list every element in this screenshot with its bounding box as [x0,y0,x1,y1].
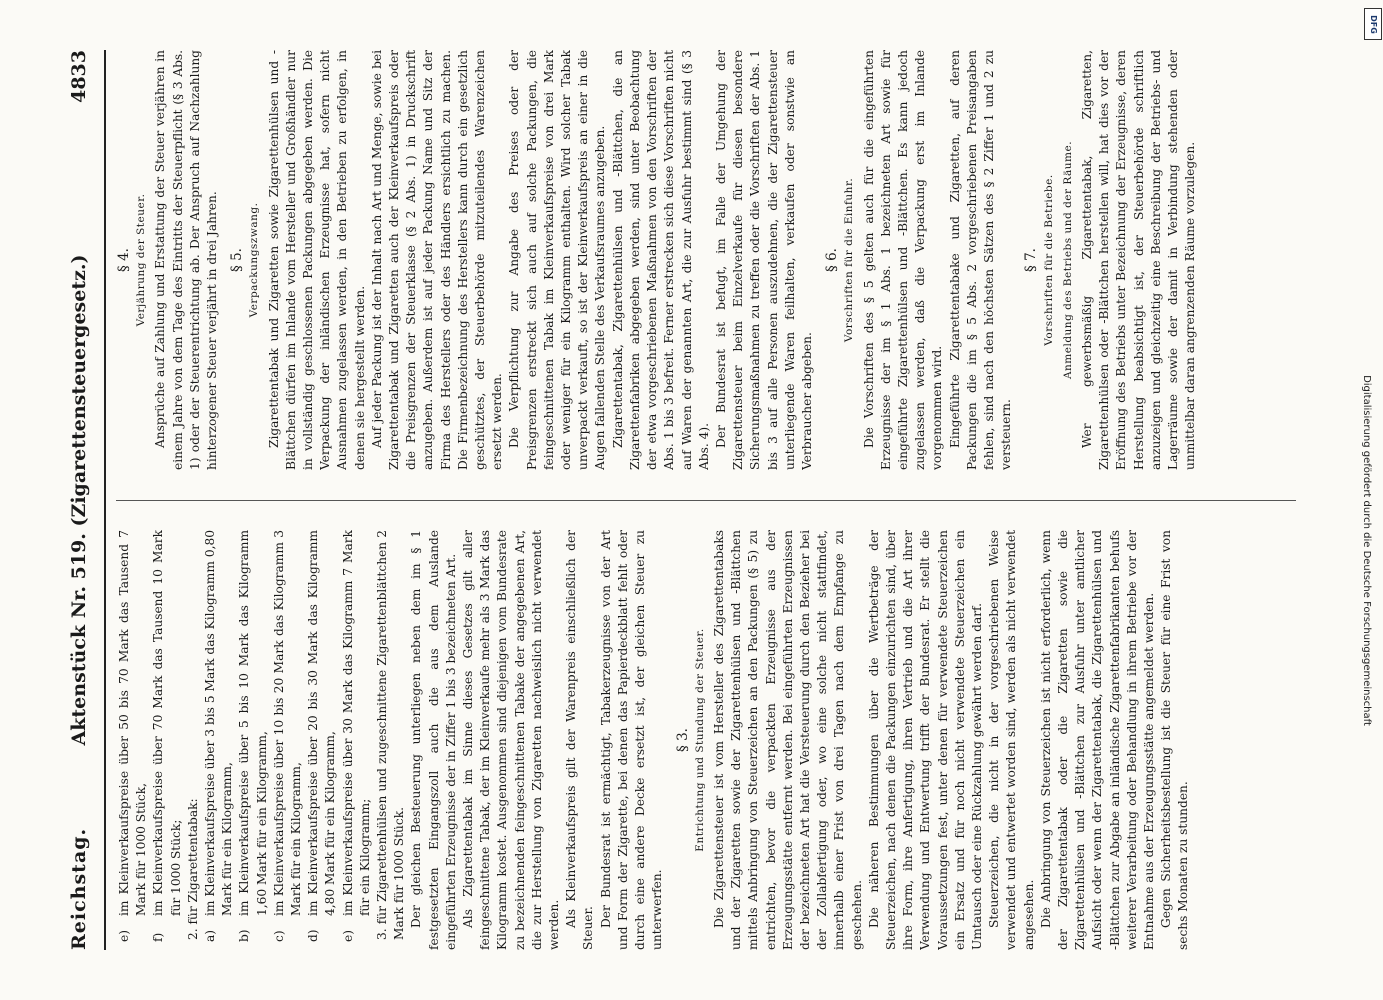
item-3: 3. für Zigarettenhülsen und zugeschnittene Zigarettenblättchen 2 Mark für 1000 Stück. [375,530,407,940]
header-title: Aktenstück Nr. 519. (Zigarettensteuergesetz.) [68,254,90,746]
paragraph: Die Anbringung von Steuerzeichen ist nicht erforderlich, wenn der Zigarettentabak oder die Zigaretten sowie die Zigarettenhülsen und -Blättchen zur Ausfuhr unter amtlicher Aufsicht oder wenn der Zigarettentabak, die Zigarettenhülsen und -Blättchen zur Abgabe an inländische Zigarettenfabrikanten behufs weiterer Verarbeitung oder Behandlung in ihrem Betriebe vor der Entnahme aus der Erzeugungsstätte angemeldet werden. [1038,530,1156,950]
section-3-title: § 3. [674,728,691,752]
tabak-item-d: d) im Kleinverkaufspreise über 20 bis 30 Mark das Kilogramm 4,80 Mark für ein Kilogramm, [306,530,338,942]
section-4-title: § 4. [116,248,132,272]
paragraph: Als Zigarettentabak im Sinne dieses Gesetzes gilt aller feingeschnittene Tabak, der im Kleinverkaufe mehr als 3 Mark das Kilogramm kostet. Ausgenommen sind diejenigen vom Bundesrate zu bezeichnenden feingeschnittenen Tabake der angegebenen Art, die zur Herstellung von Zigaretten nachweislich nicht verwendet werden. [461,530,562,950]
rate-item-e: e) im Kleinverkaufspreise über 50 bis 70 Mark das Tausend 7 Mark für 1000 Stück, [117,530,149,942]
paragraph: Die Verpflichtung zur Angabe des Preises oder der Preisgrenzen erstreckt sich auch auf solche Packungen, die feingeschnittenen Tabak im Kleinverkaufspreise von drei Mark oder weniger für ein Kilogramm enthalten. Wird solcher Tabak unverpackt verkauft, so ist der Kleinverkaufspreis an einer in die Augen fallenden Stelle des Verkaufsraumes anzugeben. [507,50,608,470]
paragraph: Zigarettentabak, Zigarettenhülsen und -Blättchen, die an Zigarettenfabriken abgegeben werden, sind unter Beobachtung der etwa vorgeschriebenen Maßnahmen von den Vorschriften der Abs. 1 bis 3 befreit. Ferner erstrecken sich diese Vorschriften nicht auf Waren der genannten Art, die zur Ausfuhr bestimmt sind (§ 3 Abs. 4). [610,50,711,470]
paragraph: Eingeführte Zigarettentabake und Zigaretten, auf deren Packungen die im § 5 Abs. 2 vorgeschriebenen Preisangaben fehlen, sind nach den höchsten Sätzen des § 2 Ziffer 1 und 2 zu versteuern. [947,50,1014,470]
paragraph: Steuerzeichen, die nicht in der vorgeschriebenen Weise verwendet und entwertet worden sind, werden als nicht verwendet angesehen. [987,530,1036,950]
section-5-title: § 5. [229,248,246,272]
page-number: 4833 [68,50,90,103]
section-6-subtitle: Vorschriften für die Einfuhr. [843,177,856,343]
paragraph: Die Zigarettensteuer ist vom Hersteller des Zigarettentabaks und der Zigaretten sowie der Zigarettenhülsen und -Blättchen mittels Anbringung von Steuerzeichen an den Packungen (§ 5) zu entrichten, bevor die verpackten Erzeugnisse aus der Erzeugungsstätte entfernt werden. Bei eingeführten Erzeugnissen der bezeichneten Art hat die Versteuerung durch den Bezieher bei der Zollabfertigung oder, wo eine solche nicht stattfindet, innerhalb einer Frist von drei Tagen nach dem Empfange zu geschehen. [711,530,864,950]
left-column [116,530,1316,950]
section-3-subtitle: Entrichtung und Stundung der Steuer. [693,628,706,852]
paragraph: Gegen Sicherheitsbestellung ist die Steuer für eine Frist von sechs Monaten zu stunden. [1159,530,1191,950]
document-page [60,50,1340,950]
page-header [60,50,104,950]
paragraph: Ansprüche auf Zahlung und Erstattung der Steuer verjähren in einem Jahre von dem Tage des Eintritts der Steuerpflicht (§ 3 Abs. 1) oder der Steuerentrichtung ab. Der Anspruch auf Nachzahlung hinterzogener Steuer verjährt in drei Jahren. [153,50,220,470]
section-5-subtitle: Verpackungszwang. [248,202,261,318]
paragraph: Der Bundesrat ist ermächtigt, Tabakerzeugnisse von der Art und Form der Zigarette, bei denen das Papierdeckblatt fehlt oder durch eine andere Decke ersetzt ist, der gleichen Steuer zu unterwerfen. [598,530,665,950]
paragraph: Die näheren Bestimmungen über die Wertbeträge der Steuerzeichen, nach denen die Packungen einzurichten sind, über ihre Form, ihre Anfertigung, ihren Vertrieb und die Art ihrer Verwendung und Entwertung trifft der Bundesrat. Er stellt die Voraussetzungen fest, unter denen für verwendete Steuerzeichen ein Ersatz und für noch nicht verwendete Steuerzeichen ein Umtausch oder eine Rückzahlung gewährt werden darf. [866,530,984,950]
section-6-title: § 6. [824,248,841,272]
section-7-subtitle: Vorschriften für die Betriebe. [1042,174,1055,346]
tabak-item-e: e) im Kleinverkaufspreise über 30 Mark das Kilogramm 7 Mark für ein Kilogramm; [340,530,372,942]
right-column [116,50,1316,470]
paragraph: Die Vorschriften des § 5 gelten auch für die eingeführten Erzeugnisse der im § 1 Abs. 1 bezeichneten Art sowie für eingeführte Zigarettenhülsen und -Blättchen. Es kann jedoch zugelassen werden, daß die Verpackung erst im Inlande vorgenommen wird. [861,50,945,470]
item-2-heading: 2. für Zigarettentabak: [185,798,200,940]
paragraph: Der gleichen Besteuerung unterliegen neben dem im § 1 festgesetzten Eingangszoll auch die aus dem Auslande eingeführten Erzeugnisse der in Ziffer 1 bis 3 bezeichneten Art. [409,530,458,950]
paragraph: Der Bundesrat ist befugt, im Falle der Umgehung der Zigarettensteuer beim Einzelverkaufe für diesen besondere Sicherungsmaßnahmen zu treffen oder die Vorschriften der Abs. 1 bis 3 auf alle Personen auszudehnen, die der Zigarettensteuer unterliegende Waren feilhalten, verkaufen oder sonstwie an Verbraucher abgeben. [713,50,814,470]
rate-item-f: f) im Kleinverkaufspreise über 70 Mark das Tausend 10 Mark für 1000 Stück; [151,530,183,942]
tabak-item-a: a) im Kleinverkaufspreise über 3 bis 5 Mark das Kilogramm 0,80 Mark für ein Kilogramm, [203,530,235,942]
header-left: Reichstag. [68,827,90,950]
section-7-title: § 7. [1023,248,1040,272]
paragraph: Auf jeder Packung ist der Inhalt nach Art und Menge, sowie bei Zigarettentabak und Zigaretten auch der Kleinverkaufspreis oder die Preisgrenzen der Steuerklasse (§ 2 Abs. 1) in Druckschrift anzugeben. Außerdem ist auf jeder Packung Name und Sitz der Firma des Herstellers oder des Händlers ersichtlich zu machen. Die Firmenbezeichnung des Herstellers kann durch ein gesetzlich geschütztes, der Steuerbehörde mitzuteilendes Warenzeichen ersetzt werden. [369,50,505,470]
digitization-note: Digitalisierung gefördert durch die Deutsche Forschungsgemeinschaft [1360,374,1372,726]
section-4-subtitle: Verjährung der Steuer. [135,193,148,327]
paragraph: Zigarettentabak und Zigaretten sowie Zigarettenhülsen und -Blättchen dürfen im Inlande vom Hersteller und Großhändler nur in vollständig geschlossenen Packungen abgegeben werden. Die Verpackung der inländischen Erzeugnisse hat, sofern nicht Ausnahmen zugelassen werden, in den Betrieben zu erfolgen, in denen sie hergestellt werden. [266,50,367,470]
column-divider [116,500,1296,501]
paragraph: Als Kleinverkaufspreis gilt der Warenpreis einschließlich der Steuer. [564,530,596,950]
tabak-item-c: c) im Kleinverkaufspreise über 10 bis 20 Mark das Kilogramm 3 Mark für ein Kilogramm, [271,530,304,942]
tabak-item-b: b) im Kleinverkaufspreise über 5 bis 10 Mark das Kilogramm 1,60 Mark für ein Kilogramm, [237,530,269,942]
section-7-subtitle-2: Anmeldung des Betriebs und der Räume. [1061,140,1074,380]
paragraph: Wer gewerbsmäßig Zigarettentabak, Zigaretten, Zigarettenhülsen oder -Blättchen herstellen will, hat dies vor der Eröffnung des Betriebs unter Bezeichnung der Erzeugnisse, deren Herstellung beabsichtigt ist, der Steuerbehörde schriftlich anzuzeigen und gleichzeitig eine Beschreibung der Betriebs- und Lagerräume sowie der damit in Verbindung stehenden oder unmittelbar daran angrenzenden Räume vorzulegen. [1079,50,1198,470]
header-rule [104,50,106,950]
dfg-logo: DFG [1364,8,1382,40]
